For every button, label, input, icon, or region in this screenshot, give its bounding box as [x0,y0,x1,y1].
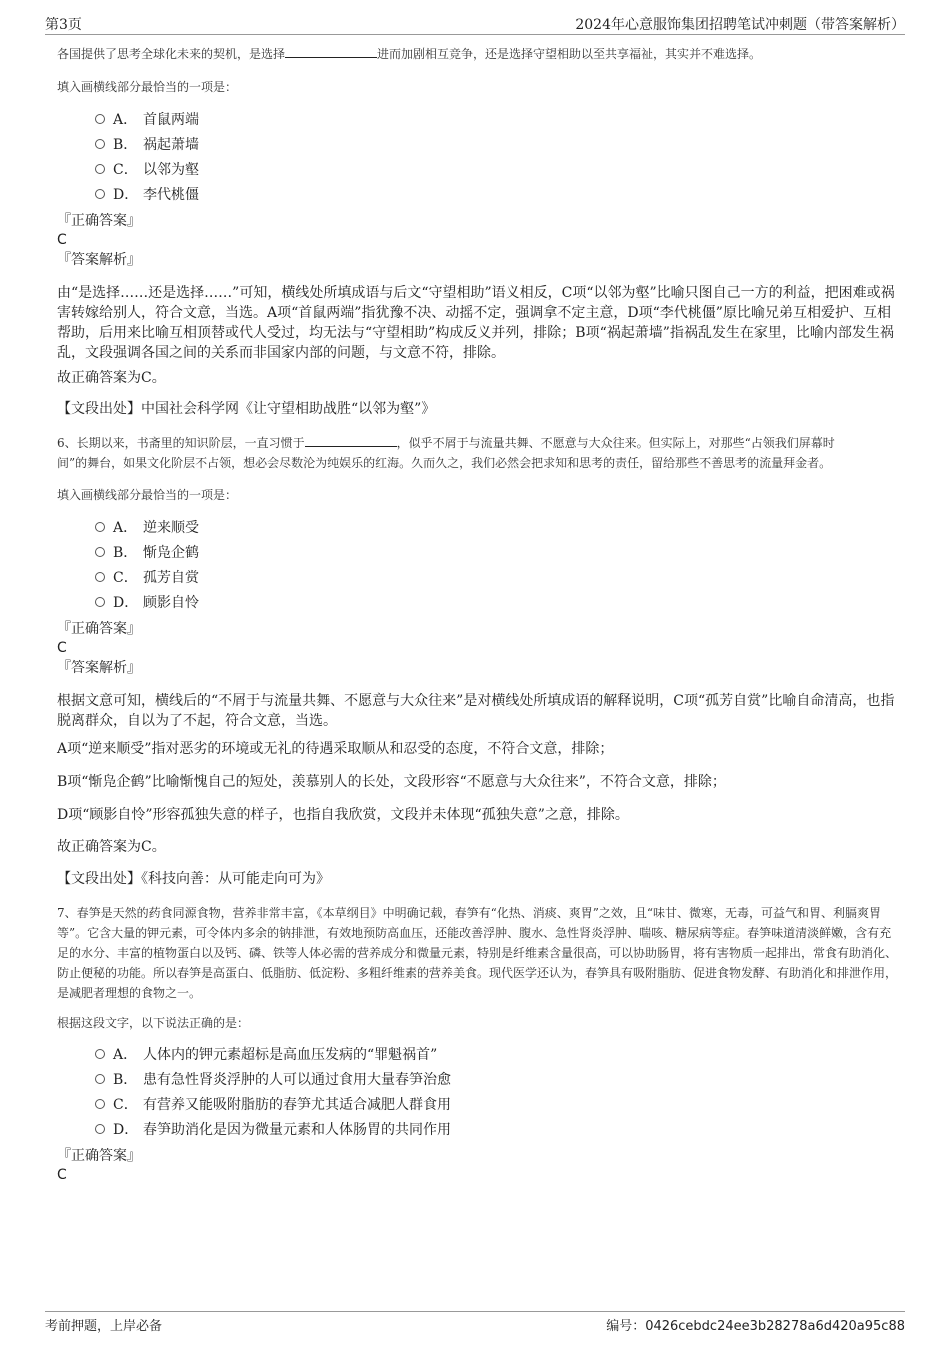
q5-conclusion: 故正确答案为C。 [57,370,166,386]
q6-analysis-label: 『答案解析』 [57,660,141,676]
q6-prompt: 填入画横线部分最恰当的一项是： [57,488,238,502]
option-letter: C． [113,1097,138,1113]
option-letter: A． [113,520,138,536]
q6-option-a[interactable] [95,518,199,538]
page-header [45,14,905,35]
option-letter: D． [113,187,139,203]
q6-analysis-a: A项“逆来顺受”指对恶劣的环境或无礼的待遇采取顺从和忍受的态度，不符合文意，排除； [57,741,614,757]
q7-stem: 7、春笋是天然的药食同源食物，营养非常丰富，《本草纲目》中明确记载，春笋有“化热、消痰、爽胃”之效，且“味甘、微寒，无毒，可益气和胃、利膈爽胃等”。它含大量的钾元素，可令体内多余的钠排泄，有效地预防高血压，还能改善浮肿、腹水、急性肾炎浮肿、喘咳、糖尿病等症。春笋味道清淡鲜嫩，含有充足的水分、丰富的植物蛋白以及钙、磷、铁等人体必需的营养成分和微量元素，特别是纤维素含量很高，可以协助肠胃，将有害物质一起排出，常食有助消化、防止便秘的功能。所以春笋是高蛋白、低脂肪、低淀粉、多粗纤维素的营养美食。现代医学还认为，春笋具有吸附脂肪、促进食物发酵、有助消化和排泄作用，是减肥者理想的食物之一。 [57,906,898,1000]
page-footer [45,1311,905,1342]
option-text: 顾影自怜 [143,595,199,611]
q7-answer-label: 『正确答案』 [57,1148,141,1164]
option-text: 逆来顺受 [143,520,199,536]
q5-option-a[interactable] [95,110,199,130]
option-text: 李代桃僵 [143,187,199,203]
q5-answer-label: 『正确答案』 [57,213,141,229]
q6-stem-part2: ，似乎不屑于与流量共舞、不愿意与大众往来。但实际上，对那些“占领我们屏幕时 [396,436,835,450]
option-text: 患有急性肾炎浮肿的人可以通过食用大量春笋治愈 [143,1072,451,1088]
q5-option-c[interactable] [95,160,199,180]
radio-icon[interactable] [95,547,105,557]
option-text: 有营养又能吸附脂肪的春笋尤其适合减肥人群食用 [143,1097,451,1113]
option-letter: C． [113,162,138,178]
option-text: 人体内的钾元素超标是高血压发病的“罪魁祸首” [143,1047,438,1063]
radio-icon[interactable] [95,597,105,607]
q6-option-c[interactable] [95,568,199,588]
radio-icon[interactable] [95,1049,105,1059]
radio-icon[interactable] [95,522,105,532]
footer-code [606,1315,905,1334]
q7-option-a[interactable] [95,1045,437,1065]
option-letter: A． [113,1047,138,1063]
q6-blank [305,435,397,447]
radio-icon[interactable] [95,572,105,582]
footer-code-value: 0426cebdc24ee3b28278a6d420a95c88 [645,1319,905,1334]
radio-icon[interactable] [95,1099,105,1109]
radio-icon[interactable] [95,1074,105,1084]
q6-answer: C [57,640,67,656]
q6-analysis-d: D项“顾影自怜”形容孤独失意的样子，也指自我欣赏，文段并未体现“孤独失意”之意，排除。 [57,807,629,823]
q5-stem-part2: 进而加剧相互竞争，还是选择守望相助以至共享福祉，其实并不难选择。 [377,47,762,61]
option-text: 孤芳自赏 [143,570,199,586]
option-letter: C． [113,570,138,586]
q6-stem-part1: 6、长期以来，书斋里的知识阶层，一直习惯于 [57,436,305,450]
radio-icon[interactable] [95,114,105,124]
option-letter: B． [113,137,138,153]
option-text: 春笋助消化是因为微量元素和人体肠胃的共同作用 [143,1122,451,1138]
page-number: 第3页 [45,17,82,33]
q5-prompt: 填入画横线部分最恰当的一项是： [57,80,238,94]
q6-stem [57,433,907,473]
q5-analysis-text: 由“是选择……还是选择……”可知，横线处所填成语与后文“守望相助”语义相反，C项“以邻为壑”比喻只图自己一方的利益，把困难或祸害转嫁给别人，符合文意，当选。A项“首鼠两端”指犹豫不决、动摇不定，强调拿不定主意，D项“李代桃僵”原比喻兄弟互相爱护、互相帮助，后用来比喻互相顶替或代人受过，均无法与“守望相助”构成反义并列，排除；B项“祸起萧墙”指祸乱发生在家里，比喻内部发生祸乱，文段强调各国之间的关系而非国家内部的问题，与文意不符，排除。 [57,285,895,361]
q7-answer: C [57,1167,67,1183]
q6-answer-label: 『正确答案』 [57,621,141,637]
q7-option-d[interactable] [95,1120,451,1140]
option-text: 惭凫企鹤 [143,545,199,561]
option-letter: B． [113,545,138,561]
radio-icon[interactable] [95,1124,105,1134]
q5-option-d[interactable] [95,185,199,205]
q7-prompt: 根据这段文字，以下说法正确的是： [57,1016,250,1030]
q6-option-b[interactable] [95,543,199,563]
q6-conclusion: 故正确答案为C。 [57,839,166,855]
q5-blank [285,46,377,58]
radio-icon[interactable] [95,189,105,199]
q7-option-c[interactable] [95,1095,451,1115]
q5-source: 【文段出处】中国社会科学网《让守望相助战胜“以邻为壑”》 [57,401,436,417]
radio-icon[interactable] [95,164,105,174]
option-text: 首鼠两端 [143,112,199,128]
option-letter: D． [113,1122,139,1138]
document-title: 2024年心意服饰集团招聘笔试冲刺题（带答案解析） [575,17,905,33]
q5-stem-part1: 各国提供了思考全球化未来的契机，是选择 [57,47,286,61]
footer-code-label: 编号： [606,1319,646,1334]
q7-option-b[interactable] [95,1070,451,1090]
radio-icon[interactable] [95,139,105,149]
option-letter: B． [113,1072,138,1088]
q6-analysis-b: B项“惭凫企鹤”比喻惭愧自己的短处，羡慕别人的长处，文段形容“不愿意与大众往来”，不符合文意，排除； [57,774,726,790]
footer-slogan: 考前押题，上岸必备 [45,1319,163,1334]
option-letter: D． [113,595,139,611]
q6-analysis-text: 根据文意可知，横线后的“不屑于与流量共舞、不愿意与大众往来”是对横线处所填成语的解释说明，C项“孤芳自赏”比喻自命清高，也指脱离群众，自以为了不起，符合文意，当选。 [57,693,895,729]
q6-stem-part3: 间”的舞台，如果文化阶层不占领，想必会尽数沦为纯娱乐的红海。久而久之，我们必然会把求知和思考的责任，留给那些不善思考的流量拜金者。 [57,456,832,470]
option-text: 祸起萧墙 [143,137,199,153]
q5-stem [57,44,907,64]
q6-option-d[interactable] [95,593,199,613]
q5-option-b[interactable] [95,135,199,155]
q6-source: 【文段出处】《科技向善：从可能走向可为》 [57,871,330,887]
option-text: 以邻为壑 [143,162,199,178]
q5-analysis-label: 『答案解析』 [57,252,141,268]
q5-answer: C [57,232,67,248]
option-letter: A． [113,112,138,128]
